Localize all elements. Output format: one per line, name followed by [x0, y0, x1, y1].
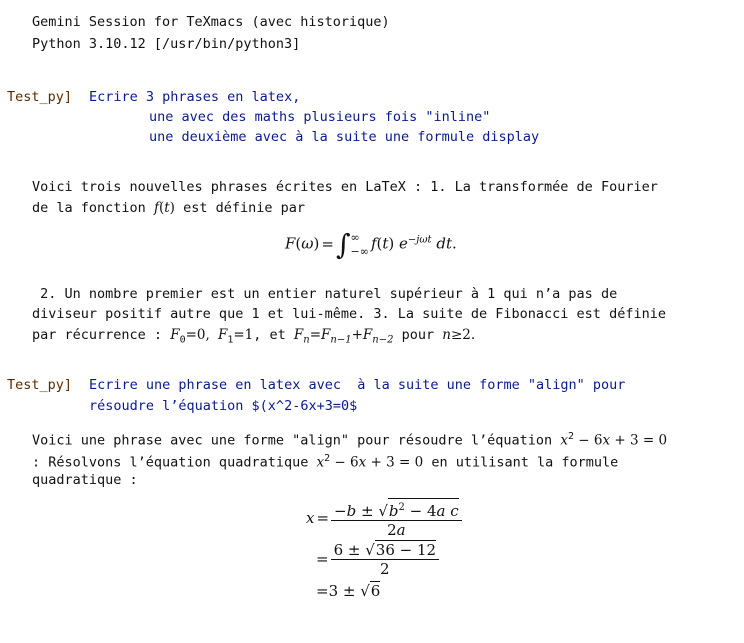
- prompt-label: Test_py]: [7, 377, 73, 393]
- output-text: 2. Un nombre premier est un entier naturel supérieur à 1 qui n’a pas de: [32, 286, 618, 302]
- output-text: diviseur positif autre que 1 et lui-même. 3. La suite de Fibonacci est définie: [32, 306, 666, 322]
- python-version: Python 3.10.12 [/usr/bin/python3]: [32, 36, 301, 52]
- quadratic-align: x = $\frac{-b \pm √b^2 - 4a c}{2a}$ = $\frac{6 \pm √36 - 12}{2}$ =3 ± √6: [306, 497, 462, 601]
- output-text: par récurrence : $F_0=0$, $F_1=1$, et $F_n=F_{n-1}+F_{n-2}$ pour n≥2.: [32, 327, 476, 346]
- input-line[interactable]: une deuxième avec à la suite une formule display: [149, 129, 540, 145]
- input-line[interactable]: une avec des maths plusieurs fois "inline": [149, 109, 491, 125]
- output-text: de la fonction f(t) est définie par: [32, 200, 305, 216]
- prompt-label: Test_py]: [7, 89, 73, 105]
- output-text: : Résolvons l’équation quadratique $x^2 - 6x + 3 = 0$ en utilisant la formule: [32, 453, 619, 471]
- output-text: Voici trois nouvelles phrases écrites en LaTeX : 1. La transformée de Fourier: [32, 179, 658, 195]
- fourier-formula: F(ω) =∫ ∞ −∞ f(t) $e^{-j\omega t}$ dt.: [285, 228, 457, 261]
- output-text: Voici une phrase avec une forme "align" pour résoudre l’équation $x^2 - 6x + 3 = 0$: [32, 431, 668, 449]
- input-line[interactable]: résoudre l’équation $(x^2-6x+3=0$: [89, 398, 358, 414]
- input-line[interactable]: Ecrire 3 phrases en latex,: [89, 89, 301, 105]
- session-title: Gemini Session for TeXmacs (avec historique): [32, 14, 390, 30]
- output-text: quadratique :: [32, 472, 138, 488]
- input-line[interactable]: Ecrire une phrase en latex avec à la suite une forme "align" pour: [89, 377, 626, 393]
